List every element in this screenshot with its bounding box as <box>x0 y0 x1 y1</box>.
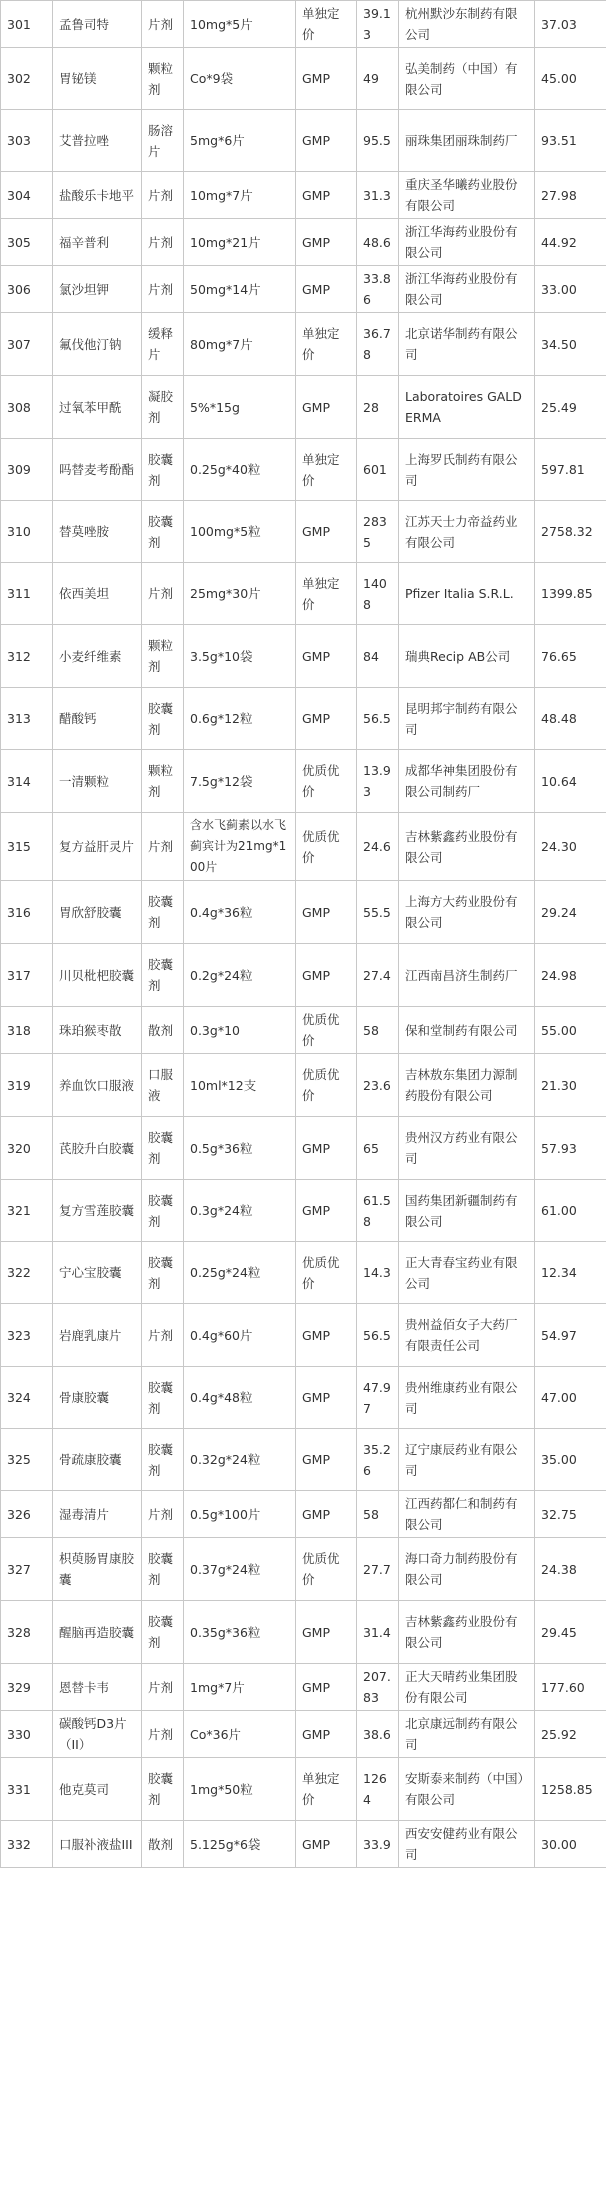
drug-name: 替莫唑胺 <box>53 501 142 563</box>
dosage-form: 颗粒剂 <box>142 750 184 813</box>
specification: 0.3g*24粒 <box>184 1180 296 1242</box>
price-value: 38.6 <box>357 1711 399 1758</box>
amount: 25.49 <box>535 376 606 439</box>
manufacturer: 国药集团新疆制药有限公司 <box>399 1180 535 1242</box>
table-row <box>1 1429 606 1491</box>
price-type: GMP <box>296 881 357 944</box>
specification: 0.25g*40粒 <box>184 439 296 501</box>
dosage-form: 胶囊剂 <box>142 1429 184 1491</box>
table-row <box>1 439 606 501</box>
row-number: 315 <box>1 813 53 881</box>
price-type: GMP <box>296 1664 357 1711</box>
row-number: 306 <box>1 266 53 313</box>
row-number: 330 <box>1 1711 53 1758</box>
amount: 45.00 <box>535 48 606 110</box>
dosage-form: 片剂 <box>142 1711 184 1758</box>
manufacturer: 西安安健药业有限公司 <box>399 1821 535 1868</box>
row-number: 321 <box>1 1180 53 1242</box>
row-number: 313 <box>1 688 53 750</box>
specification: 1mg*50粒 <box>184 1758 296 1821</box>
price-value: 207.83 <box>357 1664 399 1711</box>
row-number: 301 <box>1 1 53 48</box>
row-number: 327 <box>1 1538 53 1601</box>
price-type: GMP <box>296 1180 357 1242</box>
specification: 0.5g*100片 <box>184 1491 296 1538</box>
specification: 含水飞蓟素以水飞蓟宾计为21mg*100片 <box>184 813 296 881</box>
specification: 0.35g*36粒 <box>184 1601 296 1664</box>
manufacturer: 海口奇力制药股份有限公司 <box>399 1538 535 1601</box>
specification: 5.125g*6袋 <box>184 1821 296 1868</box>
price-value: 65 <box>357 1117 399 1180</box>
dosage-form: 片剂 <box>142 172 184 219</box>
drug-name: 复方雪莲胶囊 <box>53 1180 142 1242</box>
price-value: 28 <box>357 376 399 439</box>
price-value: 56.5 <box>357 1304 399 1367</box>
dosage-form: 片剂 <box>142 219 184 266</box>
manufacturer: 正大青春宝药业有限公司 <box>399 1242 535 1304</box>
dosage-form: 胶囊剂 <box>142 881 184 944</box>
drug-name: 醋酸钙 <box>53 688 142 750</box>
manufacturer: 贵州汉方药业有限公司 <box>399 1117 535 1180</box>
amount: 597.81 <box>535 439 606 501</box>
price-type: GMP <box>296 376 357 439</box>
drug-name: 口服补液盐III <box>53 1821 142 1868</box>
table-row <box>1 1758 606 1821</box>
drug-name: 湿毒清片 <box>53 1491 142 1538</box>
drug-name: 吗替麦考酚酯 <box>53 439 142 501</box>
table-row <box>1 1242 606 1304</box>
price-value: 14.3 <box>357 1242 399 1304</box>
dosage-form: 口服液 <box>142 1054 184 1117</box>
amount: 54.97 <box>535 1304 606 1367</box>
manufacturer: 北京诺华制药有限公司 <box>399 313 535 376</box>
manufacturer: 弘美制药（中国）有限公司 <box>399 48 535 110</box>
dosage-form: 片剂 <box>142 1664 184 1711</box>
amount: 32.75 <box>535 1491 606 1538</box>
row-number: 310 <box>1 501 53 563</box>
drug-name: 他克莫司 <box>53 1758 142 1821</box>
price-value: 95.5 <box>357 110 399 172</box>
table-row <box>1 1117 606 1180</box>
drug-name: 珠珀猴枣散 <box>53 1007 142 1054</box>
specification: 10mg*21片 <box>184 219 296 266</box>
drug-name: 枳萸肠胃康胶囊 <box>53 1538 142 1601</box>
specification: 10mg*5片 <box>184 1 296 48</box>
drug-name: 川贝枇杷胶囊 <box>53 944 142 1007</box>
row-number: 320 <box>1 1117 53 1180</box>
manufacturer: 吉林敖东集团力源制药股份有限公司 <box>399 1054 535 1117</box>
price-type: GMP <box>296 1711 357 1758</box>
price-value: 47.97 <box>357 1367 399 1429</box>
drug-name: 养血饮口服液 <box>53 1054 142 1117</box>
table-row <box>1 688 606 750</box>
row-number: 328 <box>1 1601 53 1664</box>
dosage-form: 胶囊剂 <box>142 1538 184 1601</box>
price-type: 优质优价 <box>296 1007 357 1054</box>
specification: Co*36片 <box>184 1711 296 1758</box>
row-number: 324 <box>1 1367 53 1429</box>
table-row <box>1 1601 606 1664</box>
row-number: 326 <box>1 1491 53 1538</box>
specification: 0.2g*24粒 <box>184 944 296 1007</box>
specification: 0.25g*24粒 <box>184 1242 296 1304</box>
price-type: GMP <box>296 1821 357 1868</box>
table-row <box>1 172 606 219</box>
price-type: 单独定价 <box>296 1 357 48</box>
price-value: 27.7 <box>357 1538 399 1601</box>
price-type: 单独定价 <box>296 313 357 376</box>
manufacturer: 保和堂制药有限公司 <box>399 1007 535 1054</box>
amount: 44.92 <box>535 219 606 266</box>
amount: 24.30 <box>535 813 606 881</box>
amount: 1258.85 <box>535 1758 606 1821</box>
row-number: 311 <box>1 563 53 625</box>
price-value: 58 <box>357 1491 399 1538</box>
specification: Co*9袋 <box>184 48 296 110</box>
manufacturer: 昆明邦宇制药有限公司 <box>399 688 535 750</box>
table-row <box>1 625 606 688</box>
row-number: 303 <box>1 110 53 172</box>
dosage-form: 片剂 <box>142 563 184 625</box>
price-type: 单独定价 <box>296 1758 357 1821</box>
drug-name: 艾普拉唑 <box>53 110 142 172</box>
row-number: 325 <box>1 1429 53 1491</box>
price-type: 优质优价 <box>296 1054 357 1117</box>
table-row <box>1 1664 606 1711</box>
manufacturer: 正大天晴药业集团股份有限公司 <box>399 1664 535 1711</box>
row-number: 319 <box>1 1054 53 1117</box>
dosage-form: 颗粒剂 <box>142 48 184 110</box>
drug-name: 骨疏康胶囊 <box>53 1429 142 1491</box>
dosage-form: 胶囊剂 <box>142 1601 184 1664</box>
amount: 55.00 <box>535 1007 606 1054</box>
price-type: GMP <box>296 48 357 110</box>
dosage-form: 片剂 <box>142 1491 184 1538</box>
manufacturer: 吉林紫鑫药业股份有限公司 <box>399 1601 535 1664</box>
table-row <box>1 1007 606 1054</box>
row-number: 316 <box>1 881 53 944</box>
specification: 10ml*12支 <box>184 1054 296 1117</box>
table-row <box>1 501 606 563</box>
drug-name: 复方益肝灵片 <box>53 813 142 881</box>
price-value: 31.4 <box>357 1601 399 1664</box>
price-value: 48.6 <box>357 219 399 266</box>
amount: 24.38 <box>535 1538 606 1601</box>
table-row <box>1 813 606 881</box>
manufacturer: 江苏天士力帝益药业有限公司 <box>399 501 535 563</box>
amount: 35.00 <box>535 1429 606 1491</box>
dosage-form: 胶囊剂 <box>142 501 184 563</box>
amount: 21.30 <box>535 1054 606 1117</box>
price-type: 单独定价 <box>296 439 357 501</box>
manufacturer: 北京康远制药有限公司 <box>399 1711 535 1758</box>
table-row <box>1 1304 606 1367</box>
manufacturer: 杭州默沙东制药有限公司 <box>399 1 535 48</box>
specification: 25mg*30片 <box>184 563 296 625</box>
dosage-form: 肠溶片 <box>142 110 184 172</box>
dosage-form: 胶囊剂 <box>142 688 184 750</box>
price-value: 33.86 <box>357 266 399 313</box>
specification: 5%*15g <box>184 376 296 439</box>
price-type: GMP <box>296 172 357 219</box>
price-value: 56.5 <box>357 688 399 750</box>
price-type: GMP <box>296 944 357 1007</box>
manufacturer: 江西药都仁和制药有限公司 <box>399 1491 535 1538</box>
manufacturer: 丽珠集团丽珠制药厂 <box>399 110 535 172</box>
drug-name: 一清颗粒 <box>53 750 142 813</box>
specification: 0.4g*48粒 <box>184 1367 296 1429</box>
table-row <box>1 1821 606 1868</box>
amount: 29.45 <box>535 1601 606 1664</box>
price-type: GMP <box>296 1601 357 1664</box>
drug-name: 恩替卡韦 <box>53 1664 142 1711</box>
specification: 0.5g*36粒 <box>184 1117 296 1180</box>
price-type: GMP <box>296 688 357 750</box>
table-row <box>1 750 606 813</box>
table-row <box>1 1 606 48</box>
row-number: 322 <box>1 1242 53 1304</box>
price-value: 55.5 <box>357 881 399 944</box>
dosage-form: 片剂 <box>142 1 184 48</box>
drug-name: 胃欣舒胶囊 <box>53 881 142 944</box>
manufacturer: 江西南昌济生制药厂 <box>399 944 535 1007</box>
specification: 0.6g*12粒 <box>184 688 296 750</box>
table-row <box>1 1180 606 1242</box>
table-row <box>1 1711 606 1758</box>
amount: 12.34 <box>535 1242 606 1304</box>
drug-name: 碳酸钙D3片（II） <box>53 1711 142 1758</box>
amount: 10.64 <box>535 750 606 813</box>
manufacturer: 贵州益佰女子大药厂有限责任公司 <box>399 1304 535 1367</box>
table-row <box>1 376 606 439</box>
drug-name: 氟伐他汀钠 <box>53 313 142 376</box>
specification: 7.5g*12袋 <box>184 750 296 813</box>
drug-name: 宁心宝胶囊 <box>53 1242 142 1304</box>
row-number: 329 <box>1 1664 53 1711</box>
amount: 47.00 <box>535 1367 606 1429</box>
manufacturer: 贵州维康药业有限公司 <box>399 1367 535 1429</box>
specification: 3.5g*10袋 <box>184 625 296 688</box>
drug-name: 孟鲁司特 <box>53 1 142 48</box>
dosage-form: 片剂 <box>142 266 184 313</box>
specification: 0.4g*36粒 <box>184 881 296 944</box>
manufacturer: 浙江华海药业股份有限公司 <box>399 219 535 266</box>
amount: 34.50 <box>535 313 606 376</box>
drug-name: 醒脑再造胶囊 <box>53 1601 142 1664</box>
manufacturer: Pfizer Italia S.R.L. <box>399 563 535 625</box>
price-value: 1408 <box>357 563 399 625</box>
manufacturer: 上海罗氏制药有限公司 <box>399 439 535 501</box>
row-number: 331 <box>1 1758 53 1821</box>
amount: 1399.85 <box>535 563 606 625</box>
dosage-form: 胶囊剂 <box>142 1117 184 1180</box>
drug-name: 依西美坦 <box>53 563 142 625</box>
amount: 76.65 <box>535 625 606 688</box>
row-number: 302 <box>1 48 53 110</box>
row-number: 332 <box>1 1821 53 1868</box>
price-value: 1264 <box>357 1758 399 1821</box>
price-type: GMP <box>296 625 357 688</box>
row-number: 314 <box>1 750 53 813</box>
row-number: 304 <box>1 172 53 219</box>
amount: 177.60 <box>535 1664 606 1711</box>
table-row <box>1 313 606 376</box>
amount: 30.00 <box>535 1821 606 1868</box>
price-value: 61.58 <box>357 1180 399 1242</box>
table-row <box>1 1491 606 1538</box>
price-type: 单独定价 <box>296 563 357 625</box>
drug-name: 过氧苯甲酰 <box>53 376 142 439</box>
price-type: GMP <box>296 219 357 266</box>
dosage-form: 胶囊剂 <box>142 1242 184 1304</box>
price-type: GMP <box>296 266 357 313</box>
table-row <box>1 1054 606 1117</box>
row-number: 305 <box>1 219 53 266</box>
price-value: 13.93 <box>357 750 399 813</box>
price-value: 33.9 <box>357 1821 399 1868</box>
row-number: 309 <box>1 439 53 501</box>
amount: 57.93 <box>535 1117 606 1180</box>
specification: 5mg*6片 <box>184 110 296 172</box>
specification: 100mg*5粒 <box>184 501 296 563</box>
drug-name: 胃铋镁 <box>53 48 142 110</box>
amount: 37.03 <box>535 1 606 48</box>
dosage-form: 散剂 <box>142 1821 184 1868</box>
amount: 2758.32 <box>535 501 606 563</box>
table-row <box>1 881 606 944</box>
table-row <box>1 563 606 625</box>
row-number: 308 <box>1 376 53 439</box>
table-body <box>1 1 606 1868</box>
row-number: 307 <box>1 313 53 376</box>
price-type: 优质优价 <box>296 813 357 881</box>
price-type: 优质优价 <box>296 1242 357 1304</box>
row-number: 317 <box>1 944 53 1007</box>
specification: 10mg*7片 <box>184 172 296 219</box>
dosage-form: 胶囊剂 <box>142 1367 184 1429</box>
drug-name: 福辛普利 <box>53 219 142 266</box>
price-type: GMP <box>296 501 357 563</box>
price-value: 24.6 <box>357 813 399 881</box>
price-type: GMP <box>296 1491 357 1538</box>
amount: 33.00 <box>535 266 606 313</box>
dosage-form: 胶囊剂 <box>142 944 184 1007</box>
amount: 24.98 <box>535 944 606 1007</box>
row-number: 323 <box>1 1304 53 1367</box>
dosage-form: 片剂 <box>142 1304 184 1367</box>
price-value: 601 <box>357 439 399 501</box>
price-type: 优质优价 <box>296 750 357 813</box>
manufacturer: 瑞典Recip AB公司 <box>399 625 535 688</box>
price-type: 优质优价 <box>296 1538 357 1601</box>
drug-name: 骨康胶囊 <box>53 1367 142 1429</box>
price-value: 27.4 <box>357 944 399 1007</box>
specification: 50mg*14片 <box>184 266 296 313</box>
price-value: 36.78 <box>357 313 399 376</box>
table-row <box>1 48 606 110</box>
drug-name: 芪胶升白胶囊 <box>53 1117 142 1180</box>
specification: 0.32g*24粒 <box>184 1429 296 1491</box>
price-type: GMP <box>296 1117 357 1180</box>
table-row <box>1 1538 606 1601</box>
amount: 27.98 <box>535 172 606 219</box>
amount: 48.48 <box>535 688 606 750</box>
price-value: 39.13 <box>357 1 399 48</box>
dosage-form: 片剂 <box>142 813 184 881</box>
specification: 80mg*7片 <box>184 313 296 376</box>
drug-name: 岩鹿乳康片 <box>53 1304 142 1367</box>
dosage-form: 颗粒剂 <box>142 625 184 688</box>
amount: 29.24 <box>535 881 606 944</box>
drug-name: 盐酸乐卡地平 <box>53 172 142 219</box>
drug-name: 氯沙坦钾 <box>53 266 142 313</box>
price-type: GMP <box>296 1304 357 1367</box>
price-value: 58 <box>357 1007 399 1054</box>
specification: 0.3g*10 <box>184 1007 296 1054</box>
specification: 0.37g*24粒 <box>184 1538 296 1601</box>
price-value: 49 <box>357 48 399 110</box>
manufacturer: 浙江华海药业股份有限公司 <box>399 266 535 313</box>
price-type: GMP <box>296 1367 357 1429</box>
dosage-form: 胶囊剂 <box>142 1758 184 1821</box>
manufacturer: Laboratoires GALDERMA <box>399 376 535 439</box>
price-value: 23.6 <box>357 1054 399 1117</box>
price-type: GMP <box>296 1429 357 1491</box>
manufacturer: 重庆圣华曦药业股份有限公司 <box>399 172 535 219</box>
price-type: GMP <box>296 110 357 172</box>
table-row <box>1 266 606 313</box>
drug-name: 小麦纤维素 <box>53 625 142 688</box>
price-value: 31.3 <box>357 172 399 219</box>
table-row <box>1 1367 606 1429</box>
dosage-form: 胶囊剂 <box>142 439 184 501</box>
table-row <box>1 110 606 172</box>
amount: 61.00 <box>535 1180 606 1242</box>
dosage-form: 缓释片 <box>142 313 184 376</box>
dosage-form: 凝胶剂 <box>142 376 184 439</box>
manufacturer: 安斯泰来制药（中国）有限公司 <box>399 1758 535 1821</box>
price-value: 84 <box>357 625 399 688</box>
dosage-form: 散剂 <box>142 1007 184 1054</box>
specification: 1mg*7片 <box>184 1664 296 1711</box>
manufacturer: 辽宁康辰药业有限公司 <box>399 1429 535 1491</box>
manufacturer: 吉林紫鑫药业股份有限公司 <box>399 813 535 881</box>
specification: 0.4g*60片 <box>184 1304 296 1367</box>
manufacturer: 成都华神集团股份有限公司制药厂 <box>399 750 535 813</box>
dosage-form: 胶囊剂 <box>142 1180 184 1242</box>
amount: 25.92 <box>535 1711 606 1758</box>
price-value: 2835 <box>357 501 399 563</box>
row-number: 318 <box>1 1007 53 1054</box>
table-row <box>1 944 606 1007</box>
table-row <box>1 219 606 266</box>
amount: 93.51 <box>535 110 606 172</box>
row-number: 312 <box>1 625 53 688</box>
manufacturer: 上海方大药业股份有限公司 <box>399 881 535 944</box>
price-value: 35.26 <box>357 1429 399 1491</box>
